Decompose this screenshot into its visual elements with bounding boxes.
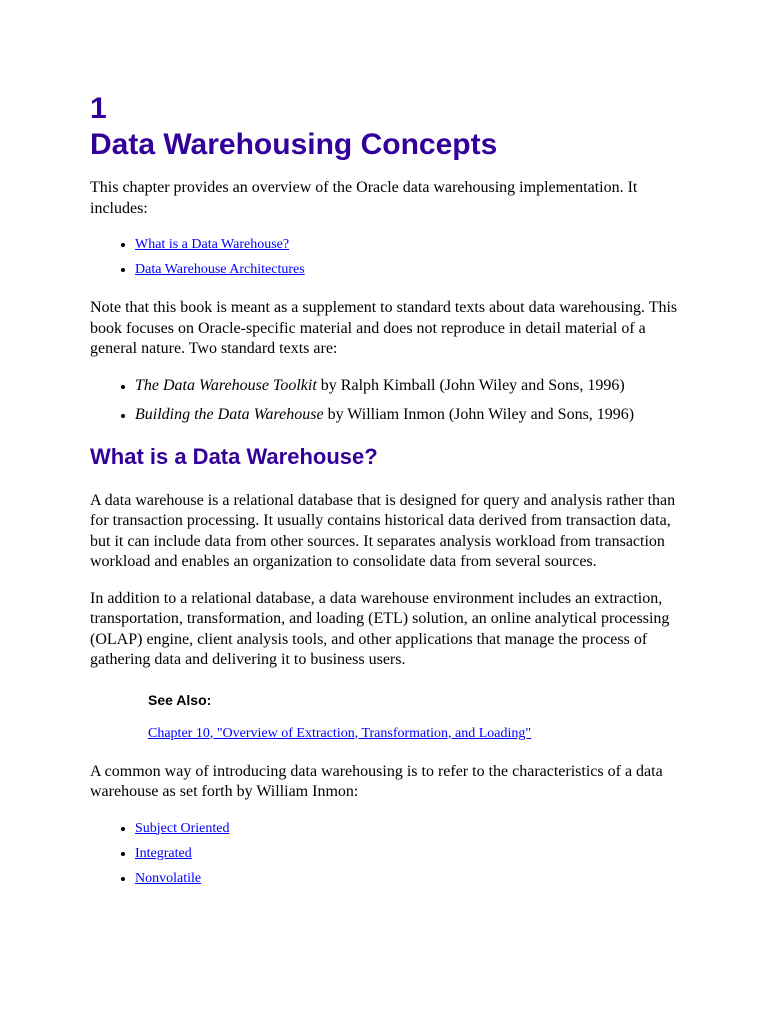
environment-paragraph: In addition to a relational database, a data warehouse environment includes an extraction, transportation, transformation, and loading (ETL) solution, an online analytical processing (OLAP) engine, client analysis tools, and other applications that manage the process of gathering data and delivering it to business users. bbox=[90, 589, 670, 668]
link-integrated[interactable]: Integrated bbox=[135, 845, 192, 861]
definition-paragraph: A data warehouse is a relational database that is designed for query and analysis rather than for transaction processing. It usually contains historical data derived from transaction data, but it can include data from other sources. It separates analysis workload from transaction workload and enables an organization to consolidate data from several sources. bbox=[90, 491, 676, 570]
list-item bbox=[135, 376, 690, 396]
see-also-note bbox=[148, 691, 690, 744]
link-nonvolatile[interactable]: Nonvolatile bbox=[135, 870, 202, 886]
intro-link-list bbox=[90, 235, 690, 280]
document-page bbox=[90, 92, 690, 907]
book-title: Building the Data Warehouse bbox=[135, 405, 324, 423]
intro-paragraph: This chapter provides an overview of the Oracle data warehousing implementation. It includes: bbox=[90, 179, 638, 217]
book-detail: by William Inmon (John Wiley and Sons, 1996) bbox=[323, 405, 635, 423]
link-chapter-10[interactable]: Chapter 10, "Overview of Extraction, Transformation, and Loading" bbox=[148, 725, 532, 741]
chapter-number: 1 bbox=[90, 92, 107, 125]
link-subject-oriented[interactable]: Subject Oriented bbox=[135, 820, 230, 836]
characteristics-list bbox=[90, 819, 690, 889]
note-paragraph: Note that this book is meant as a supplement to standard texts about data warehousing. This book focuses on Oracle-specific material and does not reproduce in detail material of a general nature. Two standard texts are: bbox=[90, 299, 678, 357]
list-item bbox=[135, 844, 690, 864]
book-list bbox=[90, 376, 690, 425]
list-item bbox=[135, 235, 690, 255]
book-title: The Data Warehouse Toolkit bbox=[135, 376, 317, 394]
inmon-paragraph: A common way of introducing data warehousing is to refer to the characteristics of a data warehouse as set forth by William Inmon: bbox=[90, 762, 663, 800]
see-also-label: See Also: bbox=[148, 691, 212, 708]
chapter-title: Data Warehousing Concepts bbox=[90, 128, 498, 161]
section-heading: What is a Data Warehouse? bbox=[90, 443, 378, 469]
list-item bbox=[135, 819, 690, 839]
list-item bbox=[135, 405, 690, 425]
link-what-is-data-warehouse[interactable]: What is a Data Warehouse? bbox=[135, 237, 290, 252]
list-item bbox=[135, 260, 690, 280]
book-detail: by Ralph Kimball (John Wiley and Sons, 1996) bbox=[316, 376, 625, 394]
list-item bbox=[135, 869, 690, 889]
link-data-warehouse-architectures[interactable]: Data Warehouse Architectures bbox=[135, 262, 305, 277]
